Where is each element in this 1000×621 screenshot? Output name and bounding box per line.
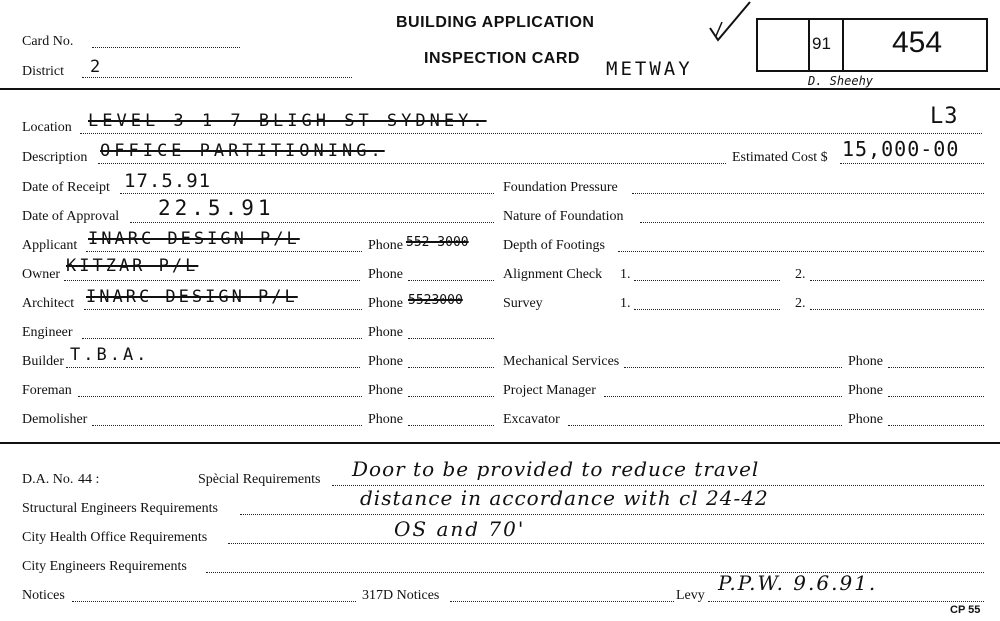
engineer-phone-label: Phone: [368, 325, 403, 340]
demolisher-phone-field[interactable]: [408, 425, 494, 426]
excavator-field[interactable]: [568, 425, 842, 426]
mechanical-services-phone-field[interactable]: [888, 367, 984, 368]
owner-phone-field[interactable]: [408, 280, 494, 281]
alignment-check-field-2[interactable]: [810, 280, 984, 281]
owner-value: KITZAR P/L: [66, 256, 199, 276]
foreman-field[interactable]: [78, 396, 362, 397]
check-mark-icon: [704, 0, 754, 44]
date-of-receipt-field[interactable]: [120, 193, 494, 194]
location-label: Location: [22, 120, 72, 135]
survey-num1: 1.: [620, 296, 631, 311]
city-health-value: OS and 70': [394, 517, 526, 541]
mechanical-services-field[interactable]: [624, 367, 842, 368]
architect-label: Architect: [22, 296, 75, 311]
structural-requirements-label: Structural Engineers Requirements: [22, 501, 218, 516]
alignment-check-num1: 1.: [620, 267, 631, 282]
da-no-value: 44 :: [78, 472, 100, 487]
depth-of-footings-label: Depth of Footings: [503, 238, 605, 253]
mechanical-services-label: Mechanical Services: [503, 354, 620, 369]
card-no-field[interactable]: [92, 47, 240, 48]
notices-317d-label: 317D Notices: [362, 588, 440, 603]
survey-field-1[interactable]: [634, 309, 780, 310]
city-health-label: City Health Office Requirements: [22, 530, 208, 545]
applicant-label: Applicant: [22, 238, 78, 253]
handwritten-name: METWAY: [606, 58, 693, 80]
header-divider: [0, 88, 1000, 90]
owner-field[interactable]: [64, 280, 360, 281]
title-line1: BUILDING APPLICATION: [396, 14, 595, 31]
special-requirements-label: Spècial Requirements: [198, 472, 321, 487]
location-extra: L3: [930, 104, 959, 129]
levy-field[interactable]: [708, 601, 984, 602]
architect-phone-value: 5523000: [408, 293, 463, 308]
excavator-phone-label: Phone: [848, 412, 883, 427]
card-number-box: [756, 18, 988, 72]
date-of-receipt-label: Date of Receipt: [22, 180, 110, 195]
applicant-phone-value: 552-3000: [406, 235, 469, 250]
location-value: LEVEL 3 1-7 BLIGH ST SYDNEY.: [88, 111, 487, 131]
builder-phone-field[interactable]: [408, 367, 494, 368]
architect-value: INARC DESIGN P/L: [86, 287, 298, 307]
engineer-phone-field[interactable]: [408, 338, 494, 339]
card-no-label: Card No.: [22, 34, 74, 49]
estimated-cost-label: Estimated Cost $: [732, 150, 828, 165]
box-divider: [808, 20, 810, 70]
project-manager-field[interactable]: [604, 396, 842, 397]
estimated-cost-field[interactable]: [840, 163, 984, 164]
da-no-label: D.A. No.: [22, 472, 74, 487]
signature: D. Sheehy: [808, 74, 874, 88]
excavator-label: Excavator: [503, 412, 560, 427]
date-of-approval-label: Date of Approval: [22, 209, 120, 224]
structural-requirements-value: distance in accordance with cl 24-42: [360, 486, 769, 510]
description-value: OFFICE PARTITIONING.: [100, 141, 385, 161]
date-of-receipt-value: 17.5.91: [124, 170, 212, 192]
alignment-check-num2: 2.: [795, 267, 806, 282]
notices-label: Notices: [22, 588, 65, 603]
architect-field[interactable]: [84, 309, 362, 310]
city-engineers-label: City Engineers Requirements: [22, 559, 187, 574]
foreman-phone-field[interactable]: [408, 396, 494, 397]
date-of-approval-field[interactable]: [130, 222, 494, 223]
notices-field[interactable]: [72, 601, 356, 602]
notices-317d-field[interactable]: [450, 601, 674, 602]
alignment-check-label: Alignment Check: [503, 267, 603, 282]
foreman-label: Foreman: [22, 383, 72, 398]
applicant-value: INARC DESIGN P/L: [88, 229, 300, 249]
structural-requirements-field[interactable]: [240, 514, 984, 515]
location-field[interactable]: [80, 133, 982, 134]
project-manager-phone-field[interactable]: [888, 396, 984, 397]
form-code: CP 55: [950, 604, 981, 616]
district-field[interactable]: [82, 77, 352, 78]
foreman-phone-label: Phone: [368, 383, 403, 398]
applicant-phone-label: Phone: [368, 238, 403, 253]
city-health-field[interactable]: [228, 543, 984, 544]
engineer-label: Engineer: [22, 325, 73, 340]
levy-label: Levy: [676, 588, 705, 603]
survey-field-2[interactable]: [810, 309, 984, 310]
mechanical-services-phone-label: Phone: [848, 354, 883, 369]
estimated-cost-value: 15,000-00: [842, 137, 960, 161]
demolisher-field[interactable]: [92, 425, 362, 426]
district-value: 2: [90, 57, 102, 77]
engineer-field[interactable]: [82, 338, 362, 339]
levy-value: P.P.W. 9.6.91.: [718, 571, 878, 595]
box-large-value: 454: [892, 26, 943, 59]
date-of-approval-value: 22.5.91: [158, 196, 275, 220]
district-label: District: [22, 64, 64, 79]
architect-phone-label: Phone: [368, 296, 403, 311]
builder-label: Builder: [22, 354, 64, 369]
survey-label: Survey: [503, 296, 543, 311]
owner-label: Owner: [22, 267, 61, 282]
owner-phone-label: Phone: [368, 267, 403, 282]
demolisher-label: Demolisher: [22, 412, 88, 427]
box-divider: [842, 20, 844, 70]
excavator-phone-field[interactable]: [888, 425, 984, 426]
section-divider: [0, 442, 1000, 444]
foundation-pressure-label: Foundation Pressure: [503, 180, 618, 195]
box-small-value: 91: [812, 34, 831, 53]
depth-of-footings-field[interactable]: [618, 251, 984, 252]
special-requirements-value: Door to be provided to reduce travel: [352, 457, 760, 481]
builder-field[interactable]: [66, 367, 360, 368]
project-manager-label: Project Manager: [503, 383, 596, 398]
alignment-check-field-1[interactable]: [634, 280, 780, 281]
nature-of-foundation-field[interactable]: [640, 222, 984, 223]
title-line2: INSPECTION CARD: [424, 50, 580, 67]
description-field[interactable]: [98, 163, 726, 164]
project-manager-phone-label: Phone: [848, 383, 883, 398]
applicant-field[interactable]: [86, 251, 362, 252]
description-label: Description: [22, 150, 88, 165]
builder-phone-label: Phone: [368, 354, 403, 369]
nature-of-foundation-label: Nature of Foundation: [503, 209, 624, 224]
foundation-pressure-field[interactable]: [632, 193, 984, 194]
builder-value: T.B.A.: [70, 345, 150, 365]
demolisher-phone-label: Phone: [368, 412, 403, 427]
survey-num2: 2.: [795, 296, 806, 311]
